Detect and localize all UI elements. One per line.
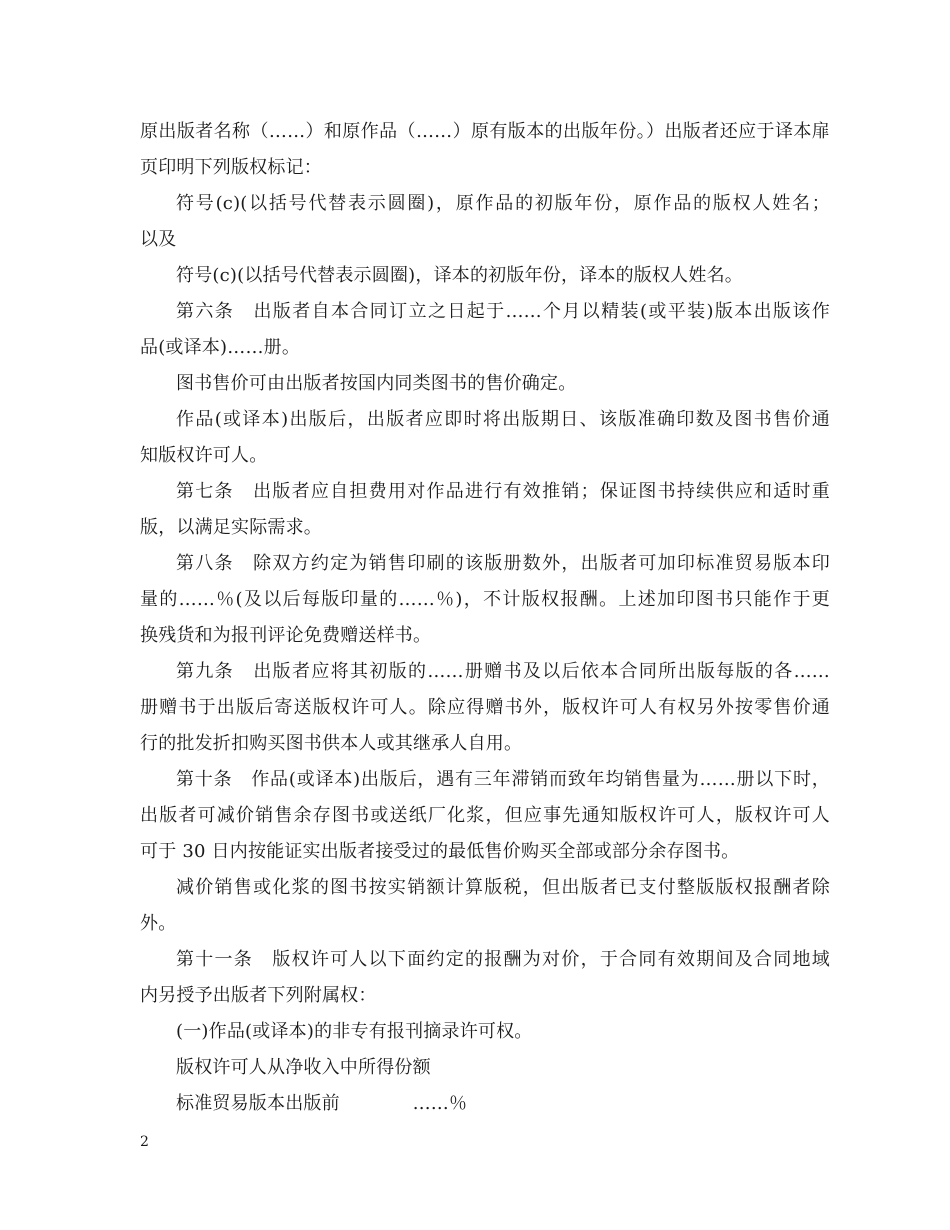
text-line: 量的……％(及以后每版印量的……％)，不计版权报酬。上述加印图书只能作于更 [140,589,830,610]
text-line: 标准贸易版本出版前 ……％ [176,1093,468,1114]
text-line: 符号(c)(以括号代替表示圆圈)，原作品的初版年份，原作品的版权人姓名； [176,193,830,214]
text-line: 图书售价可由出版者按国内同类图书的售价确定。 [176,373,577,394]
text-line: 换残货和为报刊评论免费赠送样书。 [140,625,432,646]
text-line: 外。 [140,913,177,934]
document-body [140,114,830,1122]
text-line: 知版权许可人。 [140,445,268,466]
text-line: 符号(c)(以括号代替表示圆圈)，译本的初版年份，译本的版权人姓名。 [176,265,743,286]
text-line: 行的批发折扣购买图书供本人或其继承人自用。 [140,733,523,754]
text-line: 原出版者名称（……）和原作品（……）原有版本的出版年份。）出版者还应于译本扉 [140,121,830,142]
text-line: 出版者可减价销售余存图书或送纸厂化浆，但应事先通知版权许可人，版权许可人 [140,805,830,826]
article-9-heading-line: 第九条 出版者应将其初版的……册赠书及以后依本合同所出版每版的各…… [176,661,830,682]
text-line: (一)作品(或译本)的非专有报刊摘录许可权。 [176,1021,533,1042]
text-line: 可于 30 日内按能证实出版者接受过的最低售价购买全部或部分余存图书。 [140,841,740,862]
article-8-heading-line: 第八条 除双方约定为销售印刷的该版册数外，出版者可加印标准贸易版本印 [176,553,830,574]
text-line: 作品(或译本)出版后，出版者应即时将出版期日、该版准确印数及图书售价通 [176,409,830,430]
page-number: 2 [140,1134,149,1150]
article-10-heading-line: 第十条 作品(或译本)出版后，遇有三年滞销而致年均销售量为……册以下时， [176,769,830,790]
text-line: 册赠书于出版后寄送版权许可人。除应得赠书外，版权许可人有权另外按零售价通 [140,697,830,718]
text-line: 页印明下列版权标记： [140,157,322,178]
article-6-heading-line: 第六条 出版者自本合同订立之日起于……个月以精装(或平装)版本出版该作 [176,301,830,322]
text-line: 减价销售或化浆的图书按实销额计算版税，但出版者已支付整版版权报酬者除 [176,877,830,898]
text-line: 内另授予出版者下列附属权： [140,985,377,1006]
article-7-heading-line: 第七条 出版者应自担费用对作品进行有效推销；保证图书持续供应和适时重 [176,481,830,502]
text-line: 版，以满足实际需求。 [140,517,322,538]
article-11-heading-line: 第十一条 版权许可人以下面约定的报酬为对价，于合同有效期间及合同地域 [176,949,830,970]
text-line: 版权许可人从净收入中所得份额 [176,1057,431,1078]
text-line: 以及 [140,229,177,250]
text-line: 品(或译本)……册。 [140,337,301,358]
